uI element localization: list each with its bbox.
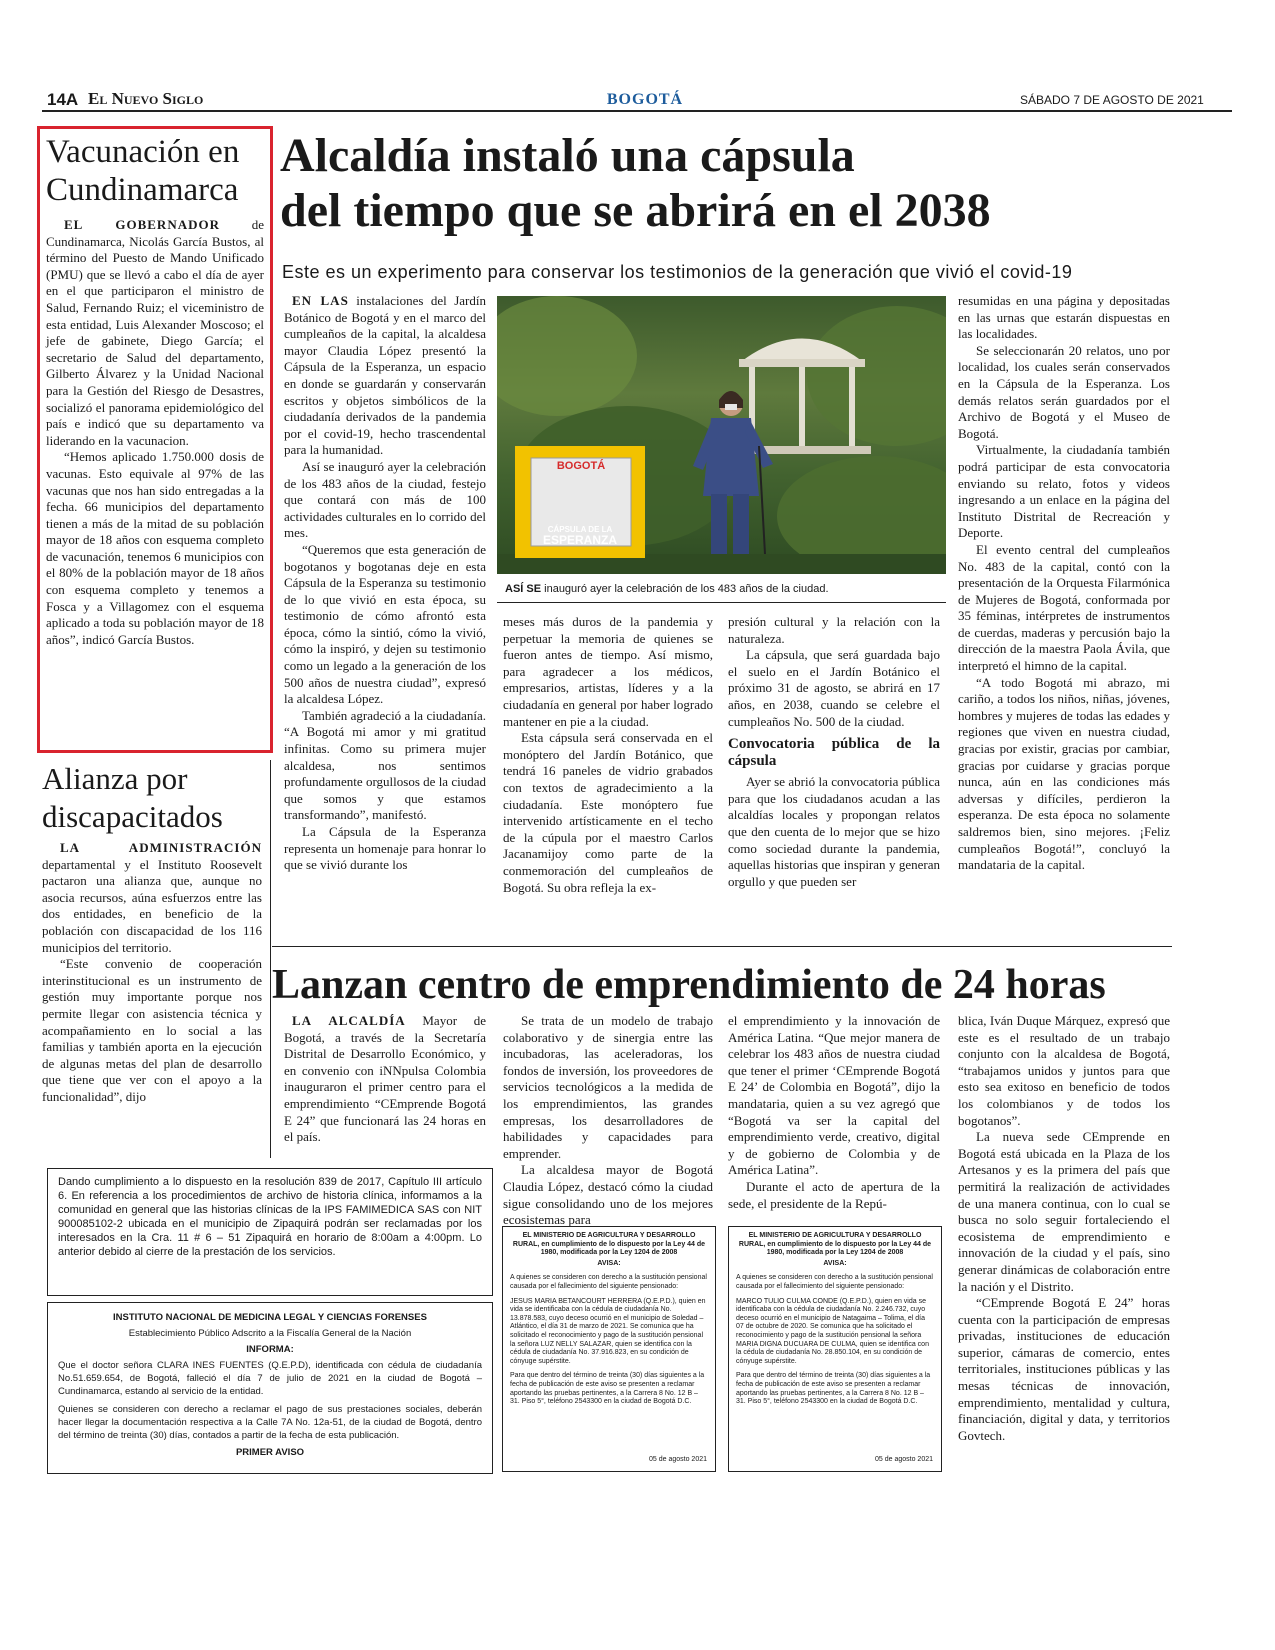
sidebar-alianza-title-line1: Alianza por [42, 761, 188, 796]
notice-medicina-footer: PRIMER AVISO [235, 1447, 305, 1458]
second-paragraph: La nueva sede CEmprende en Bogotá está ubicada en la Plaza de los Artesanos y es la primera del país que permitirá la realización de actividades de una manera continua, con lo cual se busca no solo seguir fortaleciendo el ecosistema de emprendimiento e innovación de la ciudad y el país, sino generar dinámicas de colaboración entre la nación y el Distrito. [958, 1129, 1170, 1294]
sidebar-vacunacion-paragraph: de Cundinamarca, Nicolás García Bustos, al término del Puesto de Mando Unificado (PMU) que se llevó a cabo el día de ayer en el que participaron el ministro de Salud, Fernando Ruiz; el viceministro de esta entidad, Luis Alexander Moscoso; el jefe de gabinete, Diego García; el secretario de Salud del departamento, Gilberto Álvarez y la Unidad Nacional para la Gestión del Riesgo de Desastres, socializó el panorama epidemiológico del país e indicó que su departamento va liderando en la vacunacion. [46, 217, 264, 448]
main-paragraph: instalaciones del Jardín Botánico de Bogotá y en el marco del cumpleaños de la capital, la alcaldesa mayor Claudia López presentó la Cápsula de la Esperanza, un espacio en donde se guardarán y conservarán escritos y objetos simbólicos de la ciudadanía derivados de la pandemia por el covid-19, hecho trascendental para la humanidad. [284, 293, 486, 458]
notice-minagricultura-paragraph: JESUS MARIA BETANCOURT HERRERA (Q.E.P.D.), quien en vida se identificaba con la cédula de ciudadanía No. 13.878.583, cuyo deceso ocurrió en el municipio de Soledad – Atlántico, el día 31 de marzo de 2021. Se comunica que ha solicitado el reconocimiento y pago de la sustitución pensional la señora LUZ NELLY SALAZAR, quien se identifica con la cédula de ciudadanía No. 37.916.823, en su condición de cónyuge supérstite. [510, 1297, 706, 1365]
notice-medicina-legal [47, 1302, 493, 1474]
second-lead: LA ALCALDÍA [292, 1013, 406, 1028]
notice-minagricultura-header: EL MINISTERIO DE AGRICULTURA Y DESARROLLO RURAL, en cumplimiento de lo dispuesto por la Ley 44 de 1980, modificada por la Ley 1204 de 2008 [512, 1232, 706, 1257]
main-paragraph: La Cápsula de la Esperanza representa un homenaje para honrar lo que se vivió durante los [284, 824, 486, 873]
main-lead: EN LAS [292, 293, 349, 308]
sidebar-alianza-body [42, 840, 262, 1106]
photo-caption-text: inauguró ayer la celebración de los 483 años de la ciudad. [541, 583, 829, 595]
main-paragraph: “Queremos que esta generación de bogotanos y bogotanas deje en esta Cápsula de la Esperanza su testimonio de lo que vivió en esta época, su testimonio de cómo afrontó esta época, cómo la sintió, cómo la vivió, cómo la inspiró, y dejen su testimonio como un legado a la generación de los 500 años de nuestra ciudad”, expresó la alcaldesa López. [284, 541, 486, 707]
main-paragraph: Esta cápsula será conservada en el monóptero del Jardín Botánico, que tendrá 16 paneles de vidrio grabados con textos de agradecimiento a la ciudadanía. Este monóptero fue intervenido artísticamente en el techo de la cúpula por el maestro Carlos Jacanamijoy como parte de la conmemoración del cumpleaños de Bogotá. Su obra refleja la ex- [503, 730, 713, 895]
main-paragraph: También agradeció a la ciudadanía. “A Bogotá mi amor y mi gratitud infinitas. Como su primera mujer alcaldesa, nos sentimos profundamente orgullosos de la ciudad que somos y que estamos transformando”, manifestó. [284, 707, 486, 823]
notice-medicina-title: INSTITUTO NACIONAL DE MEDICINA LEGAL Y CIENCIAS FORENSES [113, 1312, 427, 1323]
main-photo [497, 296, 946, 574]
sidebar-vacunacion-title-line1: Vacunación en [46, 134, 240, 170]
main-column-2 [503, 614, 713, 896]
newspaper-name: El Nuevo Siglo [88, 89, 204, 108]
sidebar-vacunacion-title [46, 133, 264, 209]
notice-medicina-subtitle: Establecimiento Público Adscrito a la Fiscalía General de la Nación [128, 1328, 412, 1339]
notice-minagricultura-paragraph: MARCO TULIO CULMA CONDE (Q.E.P.D.), quien en vida se identificaba con la cédula de ciudadanía No. 2.246.732, cuyo deceso ocurrió en el municipio de Natagaima – Tolima, el día 07 de octubre de 2020. Se comunica que ha solicitado el reconocimiento y pago de la sustitución pensional la señora MARIA DIGNA DUCUARA DE CULMA, quien se identifica con la cédula de ciudadanía No. 28.850.104, en su condición de cónyuge supérstite. [736, 1297, 929, 1365]
main-paragraph: Virtualmente, la ciudadanía también podrá participar de esta convocatoria enviando su relato, fotos y videos ingresando a un enlace en la página del Instituto Distrital de Recreación y Deporte. [958, 442, 1170, 541]
photo-sign [531, 460, 631, 472]
notice-medicina-informa: INFORMA: [246, 1344, 294, 1355]
second-paragraph: Se trata de un modelo de trabajo colaborativo y de sinergia entre las incubadoras, las aceleradoras, los fondos de inversión, los proveedores de servicios tecnológicos a la medida de los emprendimientos, las grandes empresas, los desarrolladores de habilidades y capacidades para emprender. [503, 1013, 713, 1161]
main-paragraph: meses más duros de la pandemia y perpetuar la memoria de quienes se fueron antes de tiempo. Así mismo, para agradecer a los médicos, empresarios, artistas, líderes y a la ciudadanía en general por haber logrado mantener en pie a la ciudad. [503, 614, 713, 729]
main-column-1 [284, 293, 486, 874]
notice-medicina-paragraph: Quienes se consideren con derecho a reclamar el pago de sus prestaciones sociales, deberán hacer llegar la documentación respectiva a la Calle 7A No. 12a-51, de la ciudad de Bogotá, dentro del término de treinta (30) días, contados a partir de la fecha de esta publicación. [58, 1404, 482, 1441]
main-paragraph: “A todo Bogotá mi abrazo, mi cariño, a todos los niños, niñas, jóvenes, hombres y mujeres de todas las edades y regiones que viven en nuestra ciudad, gracias por existir, gracias por cambiar, gracias por cuidarse y gracias porque nunca, aún en las condiciones más adversas y difíciles, perdieron la esperanza. De esta época no solamente saldremos bien, sino mejores. ¡Feliz cumpleaños Bogotá!”, concluyó la mandataria de la capital. [958, 674, 1170, 873]
notice-minagricultura-date: 05 de agosto 2021 [649, 1456, 707, 1464]
main-paragraph: Se seleccionarán 20 relatos, uno por localidad, los cuales serán conservados en la Cápsula de la Esperanza. Los demás relatos serán guardados por el Archivo de Bogotá y el Museo de Bogotá. [958, 342, 1170, 441]
notice-minagricultura-paragraph: Para que dentro del término de treinta (30) días siguientes a la fecha de publicación de este aviso se presenten a reclamar aportando las pruebas pertinentes, a la Carrera 8 No. 12 B – 31. Piso 5°, teléfono 2543300 en la ciudad de Bogotá D.C. [510, 1372, 705, 1406]
photo-sign-label [515, 524, 645, 546]
sidebar-alianza-lead: LA ADMINISTRACIÓN [60, 840, 262, 855]
second-column-2 [503, 1013, 713, 1229]
caption-rule [497, 602, 946, 603]
main-column-4 [958, 293, 1170, 874]
column-divider [270, 760, 271, 1158]
sidebar-vacunacion-body [46, 217, 264, 648]
page-number: 14A [47, 90, 79, 109]
main-headline-line2: del tiempo que se abrirá en el 2038 [280, 184, 991, 237]
main-subhead: Convocatoria pública de la cápsula [728, 736, 940, 770]
second-paragraph: “CEmprende Bogotá E 24” horas cuenta con la participación de empresas privadas, instituciones de educación superior, cámaras de comercio, entes territoriales, instituciones públicas y las mesas técnicas de innovación, emprendimiento, mentalidad y cultura, financiación, digital y data, y territorios Govtech. [958, 1295, 1170, 1443]
notice-medicina-paragraph: Que el doctor señora CLARA INES FUENTES (Q.E.P.D), identificada con cédula de ciudadanía No.51.659.654, de Bogotá, falleció el día 7 de julio de 2021 en la ciudad de Bogotá – Cundinamarca, estando al servicio de la entidad. [58, 1360, 482, 1397]
notice-minagricultura-paragraph: A quienes se consideren con derecho a la sustitución pensional causada por el fallecimiento del siguiente pensionado: [510, 1274, 707, 1290]
sidebar-alianza-title [42, 760, 262, 836]
sidebar-vacunacion-box [37, 126, 273, 753]
notice-minagricultura-1 [502, 1226, 716, 1472]
main-column-3 [728, 614, 940, 890]
second-paragraph: blica, Iván Duque Márquez, expresó que este es el resultado de un trabajo conjunto con la alcaldesa de Bogotá, “trabajamos unidos y juntos para que esto sea exitoso en beneficio de todos los colombianos y de todos los bogotanos”. [958, 1013, 1170, 1128]
sidebar-alianza [42, 760, 262, 1106]
issue-date: SÁBADO 7 DE AGOSTO DE 2021 [1020, 93, 1204, 107]
second-column-4 [958, 1013, 1170, 1444]
main-headline [280, 128, 1240, 238]
second-paragraph: Durante el acto de apertura de la sede, el presidente de la Repú- [728, 1178, 940, 1211]
main-paragraph: La cápsula, que será guardada bajo el suelo en el Jardín Botánico el próximo 31 de agosto, se abrirá en 17 años, en 2038, cuando se celebre el cumpleaños No. 500 de la ciudad. [728, 647, 940, 729]
second-paragraph: La alcaldesa mayor de Bogotá Claudia López, destacó cómo la ciudad sigue consolidando uno de los mejores ecosistemas para [503, 1162, 713, 1228]
photo-caption-lead: ASÍ SE [505, 583, 542, 595]
photo-caption [505, 583, 945, 595]
notice-minagricultura-avisa: AVISA: [823, 1259, 847, 1267]
main-dek: Este es un experimento para conservar los testimonios de la generación que vivió el covid-19 [282, 262, 1073, 282]
second-paragraph: el emprendimiento y la innovación de América Latina. “Que mejor manera de celebrar los 483 años de nuestra ciudad que tener el primer ‘CEmprende Bogotá E 24’ de Colombia en Bogotá”, dijo la mandataria, quien a su vez agregó que “Bogotá va ser la capital del emprendimiento verde, creativo, digital y de gobierno de Colombia y de América Latina”. [728, 1013, 940, 1178]
main-paragraph: Ayer se abrió la convocatoria pública para que los ciudadanos acudan a las alcaldías locales y propongan relatos que den cuenta de lo mejor que se hizo como sociedad durante la pandemia, aquellas historias que inspiran y generan orgullo y que pueden ser [728, 774, 940, 889]
sidebar-alianza-paragraph: “Este convenio de cooperación interinstitucional es un instrumento de gestión muy importante porque nos permite llegar con asistencia técnica y acompañamiento en lo social a las familias y también aporta en la ejecución de algunas metas del plan de desarrollo que tiene que ver con el apoyo a la funcionalidad”, dijo [42, 956, 262, 1104]
sidebar-vacunacion-paragraph: “Hemos aplicado 1.750.000 dosis de vacunas. Esto equivale al 97% de las vacunas que nos han sido entregadas a la fecha. 66 municipios del departamento tienen a más de la mitad de su población mayor de 18 años con esquema completo de vacunación, tenemos 6 municipios con el 80% de la población mayor de 18 años con esquema completo y tenemos a Fosca y a Villagomez con el esquema aplicado a toda su población mayor de 18 años”, indicó García Bustos. [46, 449, 264, 647]
main-paragraph: presión cultural y la relación con la naturaleza. [728, 614, 940, 646]
photo-sign-logo: BOGOTÁ [556, 460, 606, 472]
notice-minagricultura-paragraph: Para que dentro del término de treinta (30) días siguientes a la fecha de publicación de este aviso se presenten a reclamar aportando las pruebas pertinentes, a la Carrera 8 No. 12 B – 31. Piso 5°, teléfono 2543300 en la ciudad de Bogotá D.C. [736, 1372, 931, 1406]
notice-minagricultura-header: EL MINISTERIO DE AGRICULTURA Y DESARROLLO RURAL, en cumplimiento de lo dispuesto por la Ley 44 de 1980, modificada por la Ley 1204 de 2008 [738, 1232, 932, 1257]
sidebar-vacunacion-title-line2: Cundinamarca [46, 172, 239, 208]
section-name: BOGOTÁ [606, 91, 684, 108]
notice-minagricultura-2 [728, 1226, 942, 1472]
notice-minagricultura-avisa: AVISA: [597, 1259, 621, 1267]
header-rule [42, 110, 1232, 112]
main-paragraph: resumidas en una página y depositadas en las urnas que estarán dispuestas en las localidades. [958, 293, 1170, 342]
second-paragraph: Mayor de Bogotá, a través de la Secretaría Distrital de Desarrollo Económico, y en convenio con iNNpulsa Colombia inauguraron el primer centro para el emprendimiento “CEmprende Bogotá E 24” que funcionará las 24 horas en el país. [284, 1013, 486, 1145]
photo-sign-line2: ESPERANZA [542, 533, 617, 547]
second-headline: Lanzan centro de emprendimiento de 24 horas [272, 962, 1106, 1008]
second-column-3 [728, 1013, 940, 1212]
notice-minagricultura-paragraph: A quienes se consideren con derecho a la sustitución pensional causada por el fallecimiento del siguiente pensionado: [736, 1274, 933, 1290]
main-paragraph: Así se inauguró ayer la celebración de los 483 años de la ciudad, festejo que contará con más de 100 actividades culturales en lo corrido del mes. [284, 458, 486, 541]
notice-minagricultura-date: 05 de agosto 2021 [875, 1456, 933, 1464]
sidebar-vacunacion-lead: EL GOBERNADOR [64, 217, 220, 232]
sidebar-alianza-title-line2: discapacitados [42, 799, 223, 834]
notice-famimedica-text: Dando cumplimiento a lo dispuesto en la resolución 839 de 2017, Capítulo III artículo 6. En referencia a los procedimientos de archivo de historia clínica, informamos a la comunidad en general que las historias clínicas de la IPS FAMIMEDICA SAS con NIT 900085102-2 ubicada en el municipio de Zipaquirá podrán ser reclamadas por los interesados en la Cra. 11 # 6 – 51 Zipaquirá en horario de 8:00am a 4:00pm. Lo anterior debido al cierre de la prestación de los servicios. [58, 1176, 482, 1258]
main-paragraph: El evento central del cumpleaños No. 483 de la capital, contó con la presentación de la Orquesta Filarmónica de Mujeres de Bogotá, conformada por 35 féminas, intérpretes de instrumentos de cuerdas, maderas y percusión bajo la dirección de la maestra Paola Ávila, que interpretó el himno de la capital. [958, 541, 1170, 674]
story-divider [272, 946, 1172, 947]
main-headline-line1: Alcaldía instaló una cápsula [280, 129, 855, 182]
second-column-1 [284, 1013, 486, 1146]
sidebar-alianza-paragraph: departamental y el Instituto Roosevelt pactaron una alianza que, aunque no asocia recursos, aúna esfuerzos entre las dos entidades, en beneficio de la población con discapacidad de los 116 municipios del territorio. [42, 856, 262, 955]
notice-famimedica [47, 1168, 493, 1296]
photo-sign-line1: CÁPSULA DE LA [547, 525, 613, 534]
